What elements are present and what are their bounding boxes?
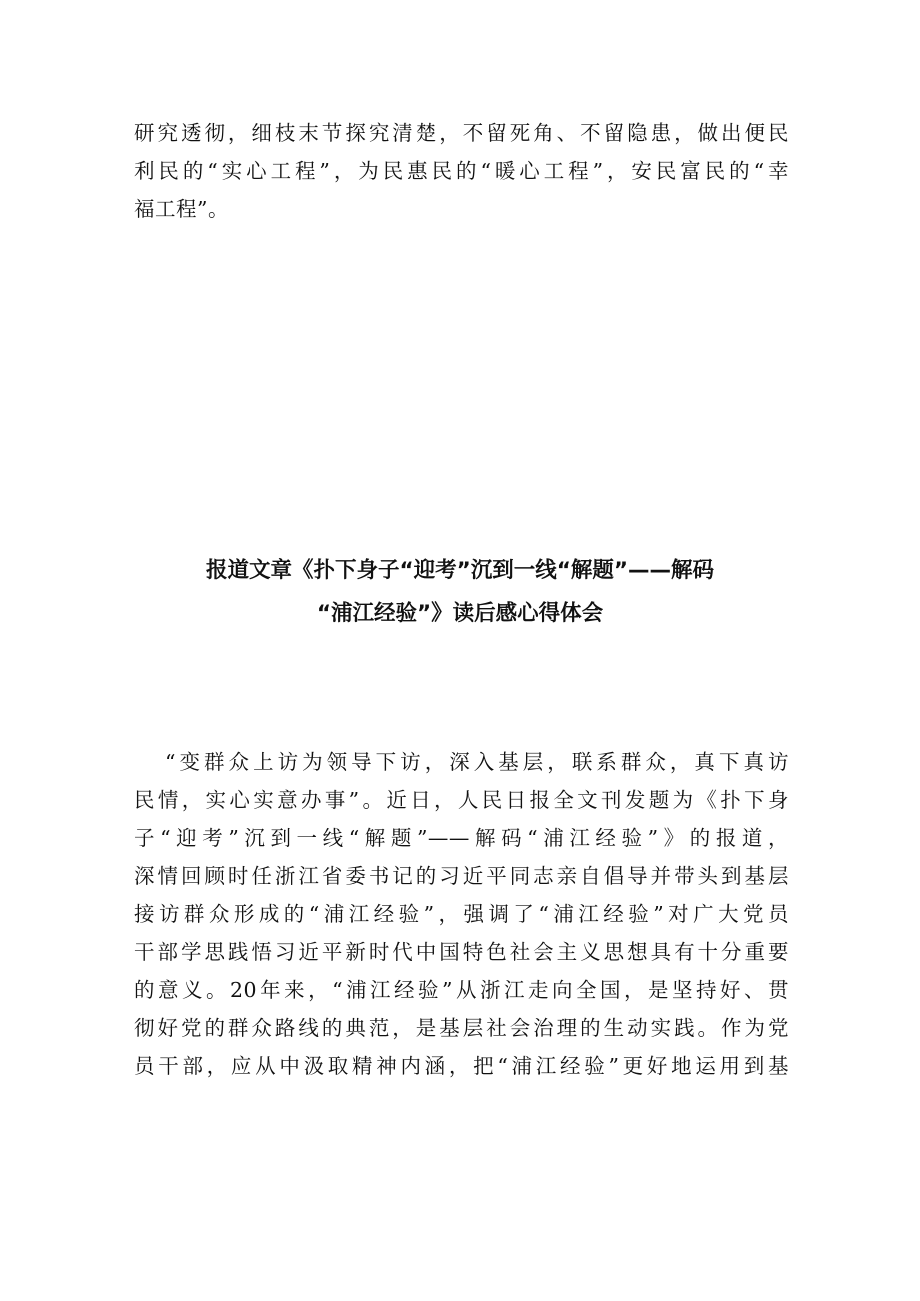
continued-paragraph: [134, 114, 789, 228]
paragraph-line: 接访群众形成的“浦江经验”，强调了“浦江经验”对广大党员: [134, 902, 789, 926]
paragraph-line: 研究透彻，细枝末节探究清楚，不留死角、不留隐患，做出便民: [134, 121, 789, 145]
article-title-line-1: 报道文章《扑下身子“迎考”沉到一线“解题”——解码: [205, 558, 715, 583]
paragraph-line: 干部学思践悟习近平新时代中国特色社会主义思想具有十分重要: [134, 940, 789, 964]
paragraph-line: 子“迎考”沉到一线“解题”——解码“浦江经验”》的报道，: [134, 826, 789, 850]
paragraph-line: 利民的“实心工程”，为民惠民的“暖心工程”，安民富民的“幸: [134, 159, 789, 183]
article-body-paragraph: [134, 743, 789, 1085]
paragraph-line: 彻好党的群众路线的典范，是基层社会治理的生动实践。作为党: [134, 1016, 789, 1040]
article-title-line-2: “浦江经验”》读后感心得体会: [316, 601, 604, 626]
paragraph-line: 民情，实心实意办事”。近日，人民日报全文刊发题为《扑下身: [134, 788, 789, 812]
paragraph-line: 员干部，应从中汲取精神内涵，把“浦江经验”更好地运用到基: [134, 1054, 789, 1078]
paragraph-line: 深情回顾时任浙江省委书记的习近平同志亲自倡导并带头到基层: [134, 864, 789, 888]
paragraph-line: “变群众上访为领导下访，深入基层，联系群众，真下真访: [165, 750, 789, 774]
paragraph-line: 的意义。20年来，“浦江经验”从浙江走向全国，是坚持好、贯: [134, 978, 789, 1002]
paragraph-line: 福工程”。: [134, 197, 229, 221]
